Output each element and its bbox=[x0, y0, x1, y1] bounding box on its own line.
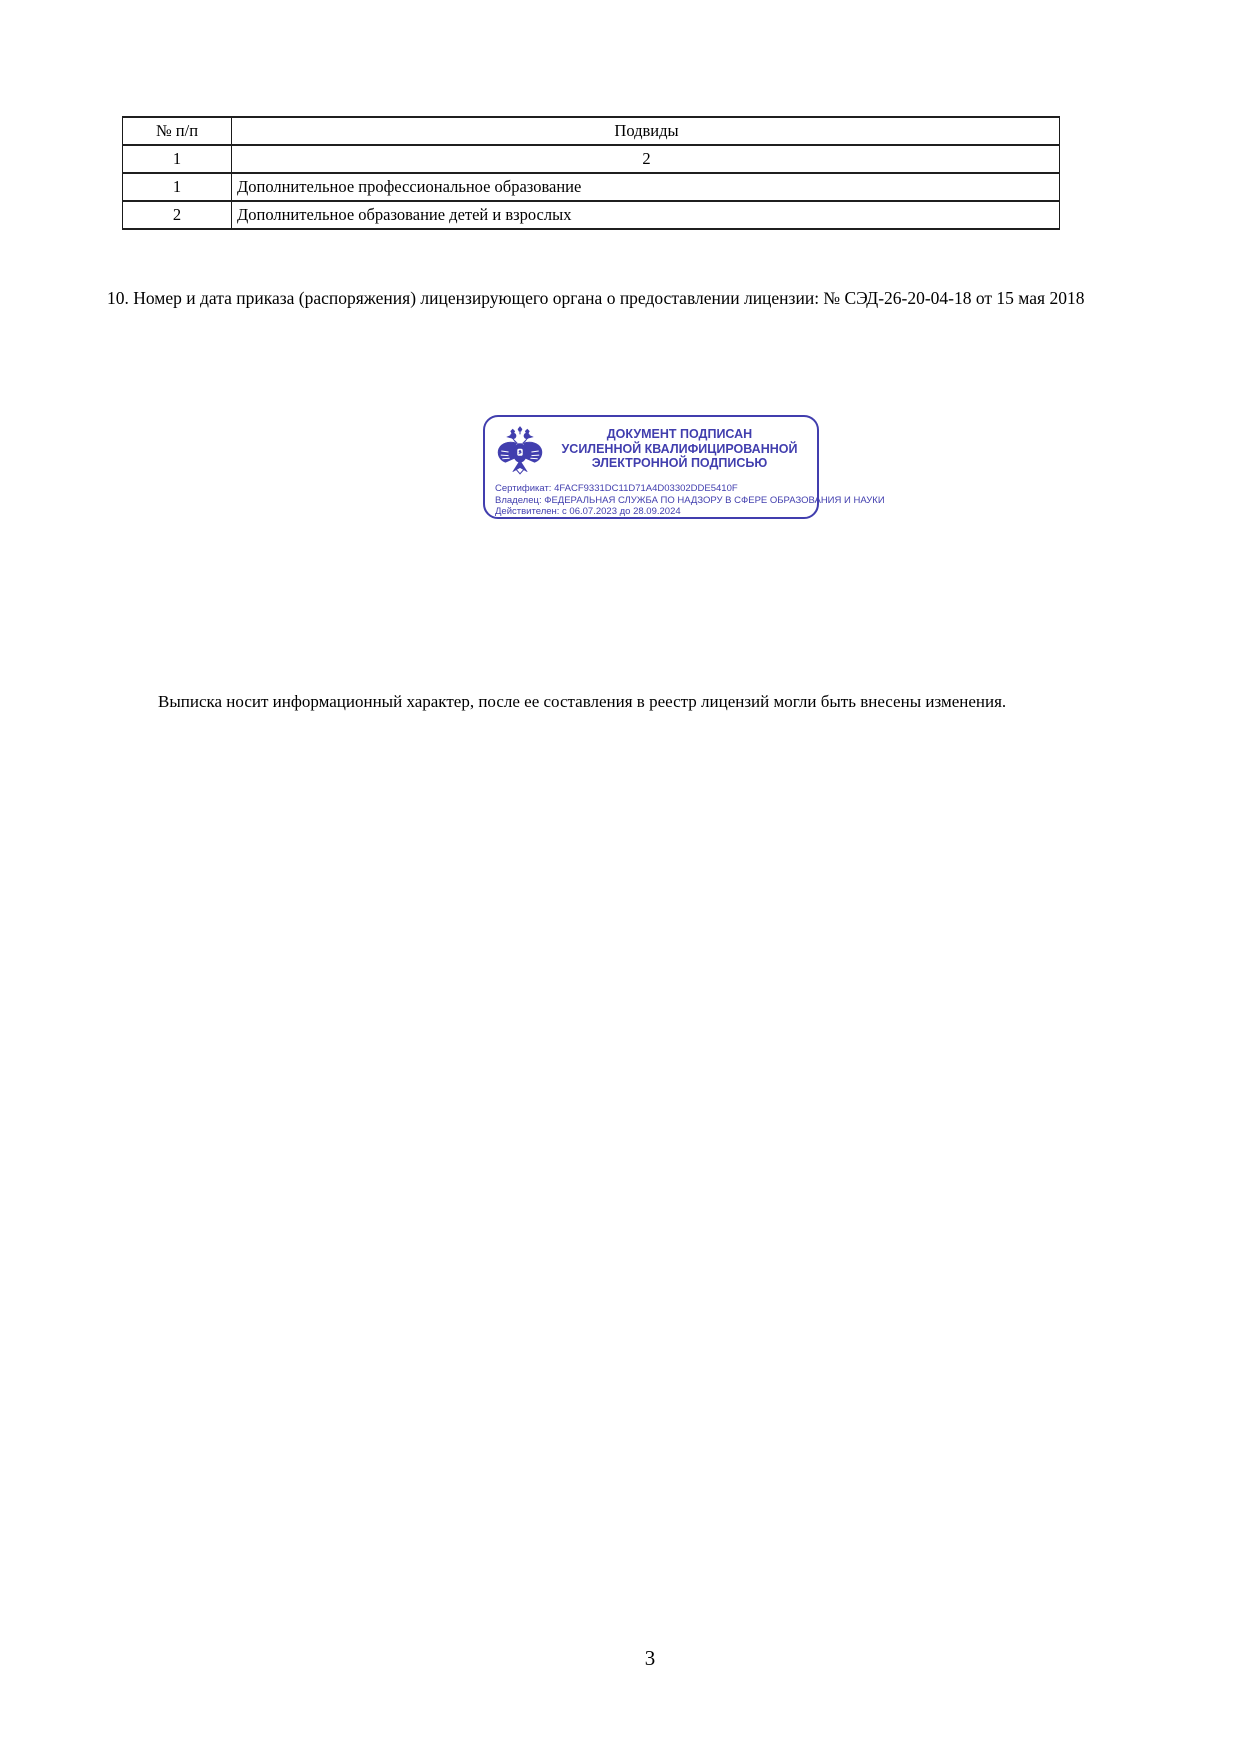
clause-10-paragraph: 10. Номер и дата приказа (распоряжения) лицензирующего органа о предоставлении лицензии: № СЭД-26-20-04-18 от 15 мая 2018 bbox=[107, 288, 1085, 308]
table-index-subtypes: 2 bbox=[232, 145, 1060, 173]
russian-coat-of-arms-icon bbox=[494, 424, 546, 480]
table-header-num: № п/п bbox=[123, 117, 232, 145]
stamp-owner-line: Владелец: ФЕДЕРАЛЬНАЯ СЛУЖБА ПО НАДЗОРУ В СФЕРЕ ОБРАЗОВАНИЯ И НАУКИ bbox=[495, 494, 885, 506]
table-header-subtypes: Подвиды bbox=[232, 117, 1060, 145]
stamp-title-line3: ЭЛЕКТРОННОЙ ПОДПИСЬЮ bbox=[591, 456, 768, 470]
table-header-row bbox=[123, 117, 1060, 145]
stamp-validity-line: Действителен: с 06.07.2023 до 28.09.2024 bbox=[495, 506, 681, 517]
table-row bbox=[123, 201, 1060, 229]
table-row bbox=[123, 173, 1060, 201]
stamp-info bbox=[495, 483, 885, 518]
table-index-row bbox=[123, 145, 1060, 173]
page-number: 3 bbox=[644, 1646, 656, 1670]
row-number-cell: 2 bbox=[123, 201, 232, 229]
stamp-title-line2: УСИЛЕННОЙ КВАЛИФИЦИРОВАННОЙ bbox=[561, 441, 798, 456]
stamp-title bbox=[547, 427, 812, 471]
row-text-cell: Дополнительное образование детей и взрослых bbox=[232, 201, 1060, 229]
row-number-cell: 1 bbox=[123, 173, 232, 201]
electronic-signature-stamp bbox=[483, 415, 885, 519]
footnote-text: Выписка носит информационный характер, после ее составления в реестр лицензий могли быть внесены изменения. bbox=[158, 692, 1007, 711]
subtypes-table bbox=[122, 116, 1060, 230]
stamp-certificate-line: Сертификат: 4FACF9331DC11D71A4D03302DDE5410F bbox=[495, 483, 738, 494]
table-index-num: 1 bbox=[123, 145, 232, 173]
stamp-title-line1: ДОКУМЕНТ ПОДПИСАН bbox=[606, 427, 753, 441]
row-text-cell: Дополнительное профессиональное образование bbox=[232, 173, 1060, 201]
